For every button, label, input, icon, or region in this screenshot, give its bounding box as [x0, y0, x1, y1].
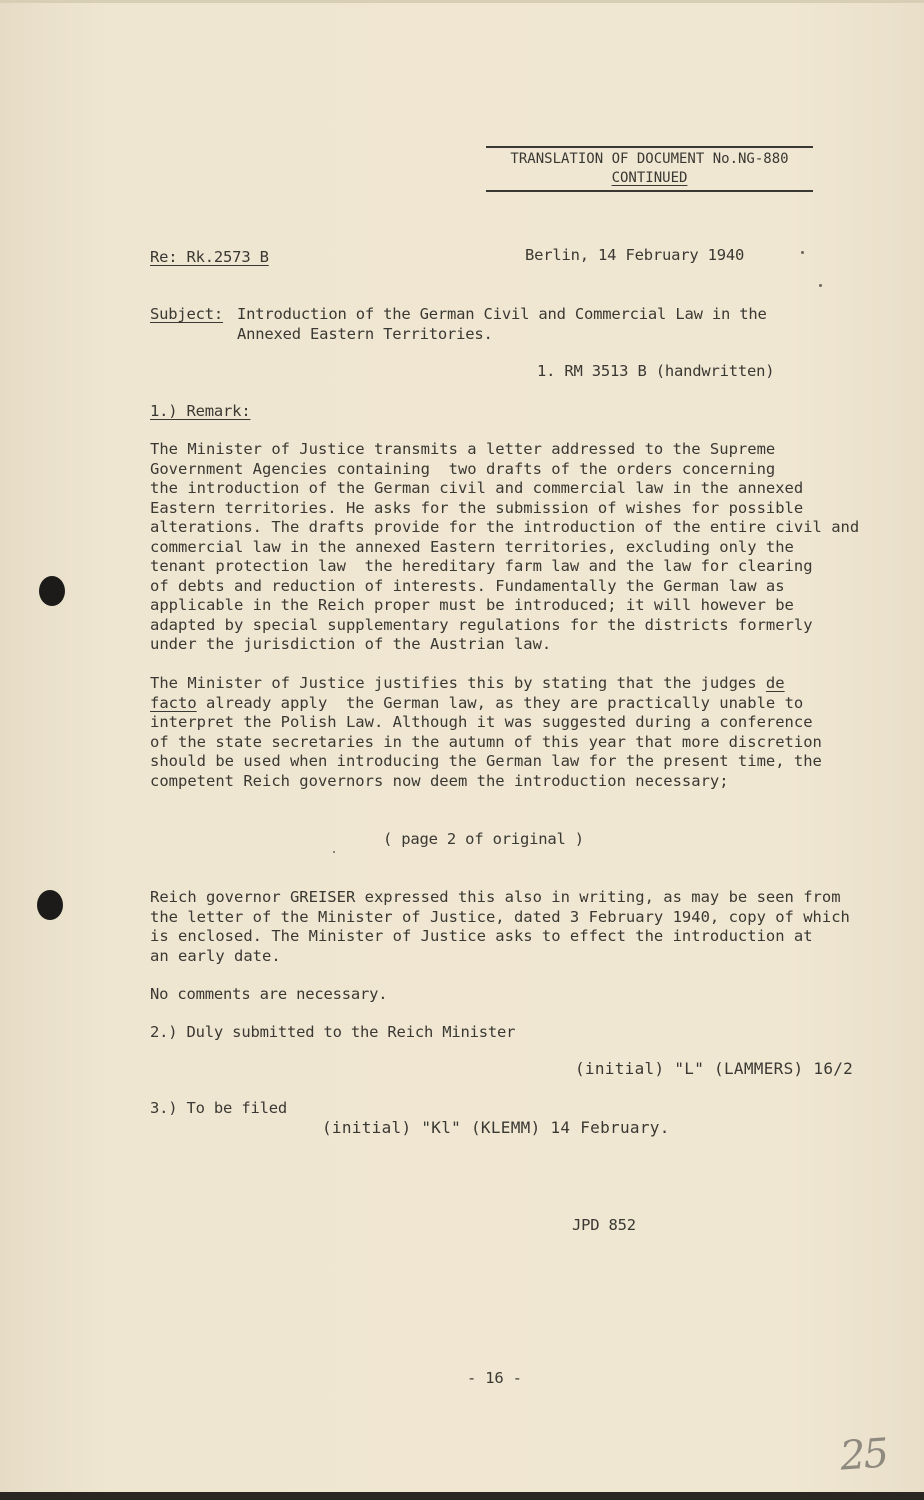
paragraph-2-text: The Minister of Justice justifies this by stating that the judges: [150, 674, 766, 692]
no-comments: No comments are necessary.: [150, 985, 388, 1003]
paragraph-3-line: Reich governor GREISER expressed this also in writing, as may be seen from: [150, 888, 841, 906]
paragraph-1-line: commercial law in the annexed Eastern territories, excluding only the: [150, 537, 794, 556]
emphasis-facto: facto: [150, 693, 197, 712]
item-2: 2.) Duly submitted to the Reich Minister: [150, 1023, 516, 1041]
paragraph-1-line: under the jurisdiction of the Austrian law.: [150, 635, 552, 653]
punch-hole-bottom: [37, 890, 63, 920]
item-3: 3.) To be filed: [150, 1099, 287, 1117]
paragraph-2-line-1: [150, 674, 890, 694]
page-top-edge: [0, 0, 924, 3]
handwritten-reference: 1. RM 3513 B (handwritten): [537, 362, 775, 380]
paragraph-1-line: adapted by special supplementary regulations for the districts formerly: [150, 615, 813, 634]
paragraph-1-line: Eastern territories. He asks for the submission of wishes for possible: [150, 498, 804, 517]
paragraph-2: [150, 674, 890, 791]
subject-label: Subject:: [150, 305, 224, 323]
paragraph-2-line: of the state secretaries in the autumn of this year that more discretion: [150, 732, 822, 751]
place-date: Berlin, 14 February 1940: [525, 246, 745, 264]
page-number: - 16 -: [467, 1369, 522, 1387]
paragraph-1-line: applicable in the Reich proper must be introduced; it will however be: [150, 596, 794, 614]
reference-number: Re: Rk.2573 B: [150, 248, 269, 266]
paragraph-1-line: the introduction of the German civil and commercial law in the annexed: [150, 479, 804, 497]
paragraph-3-line: an early date.: [150, 946, 281, 965]
translation-header: [486, 146, 813, 192]
header-line-1: TRANSLATION OF DOCUMENT No.NG-880: [510, 151, 789, 167]
speck: [801, 251, 804, 254]
subject-line-2: Annexed Eastern Territories.: [237, 325, 493, 343]
paragraph-1: [150, 440, 890, 655]
speck: [333, 851, 335, 853]
paragraph-1-line: of debts and reduction of interests. Fundamentally the German law as: [150, 576, 785, 595]
paragraph-1-line: alterations. The drafts provide for the introduction of the entire civil and: [150, 518, 860, 536]
handwritten-page-number: 25: [838, 1430, 889, 1480]
page-marker: ( page 2 of original ): [383, 830, 584, 848]
remark-heading: 1.) Remark:: [150, 402, 251, 420]
initial-klemm: (initial) "Kl" (KLEMM) 14 February.: [322, 1118, 670, 1137]
speck: [819, 284, 822, 287]
paragraph-2-line: interpret the Polish Law. Although it was suggested during a conference: [150, 713, 813, 731]
header-line-2: CONTINUED: [611, 170, 688, 186]
initial-lammers: (initial) "L" (LAMMERS) 16/2: [575, 1059, 854, 1078]
paragraph-2-text: already apply the German law, as they are practically unable to: [196, 693, 804, 712]
paragraph-2-line: should be used when introducing the German law for the present time, the: [150, 752, 822, 770]
jpd-number: JPD 852: [572, 1216, 636, 1234]
paragraph-3-line: is enclosed. The Minister of Justice asks to effect the introduction at: [150, 927, 813, 945]
subject-line-1: Introduction of the German Civil and Commercial Law in the: [237, 305, 767, 323]
paragraph-3-line: the letter of the Minister of Justice, dated 3 February 1940, copy of which: [150, 907, 850, 926]
paragraph-2-line: competent Reich governors now deem the introduction necessary;: [150, 771, 729, 790]
paragraph-1-line: The Minister of Justice transmits a letter addressed to the Supreme: [150, 440, 776, 458]
paragraph-1-line: tenant protection law the hereditary farm law and the law for clearing: [150, 557, 813, 575]
punch-hole-top: [39, 576, 65, 606]
page-bottom-edge: [0, 1492, 924, 1500]
emphasis-de: de: [765, 674, 785, 692]
paragraph-1-line: Government Agencies containing two drafts of the orders concerning: [150, 459, 776, 478]
paragraph-3: [150, 888, 890, 966]
paragraph-2-line-2: [150, 694, 890, 714]
